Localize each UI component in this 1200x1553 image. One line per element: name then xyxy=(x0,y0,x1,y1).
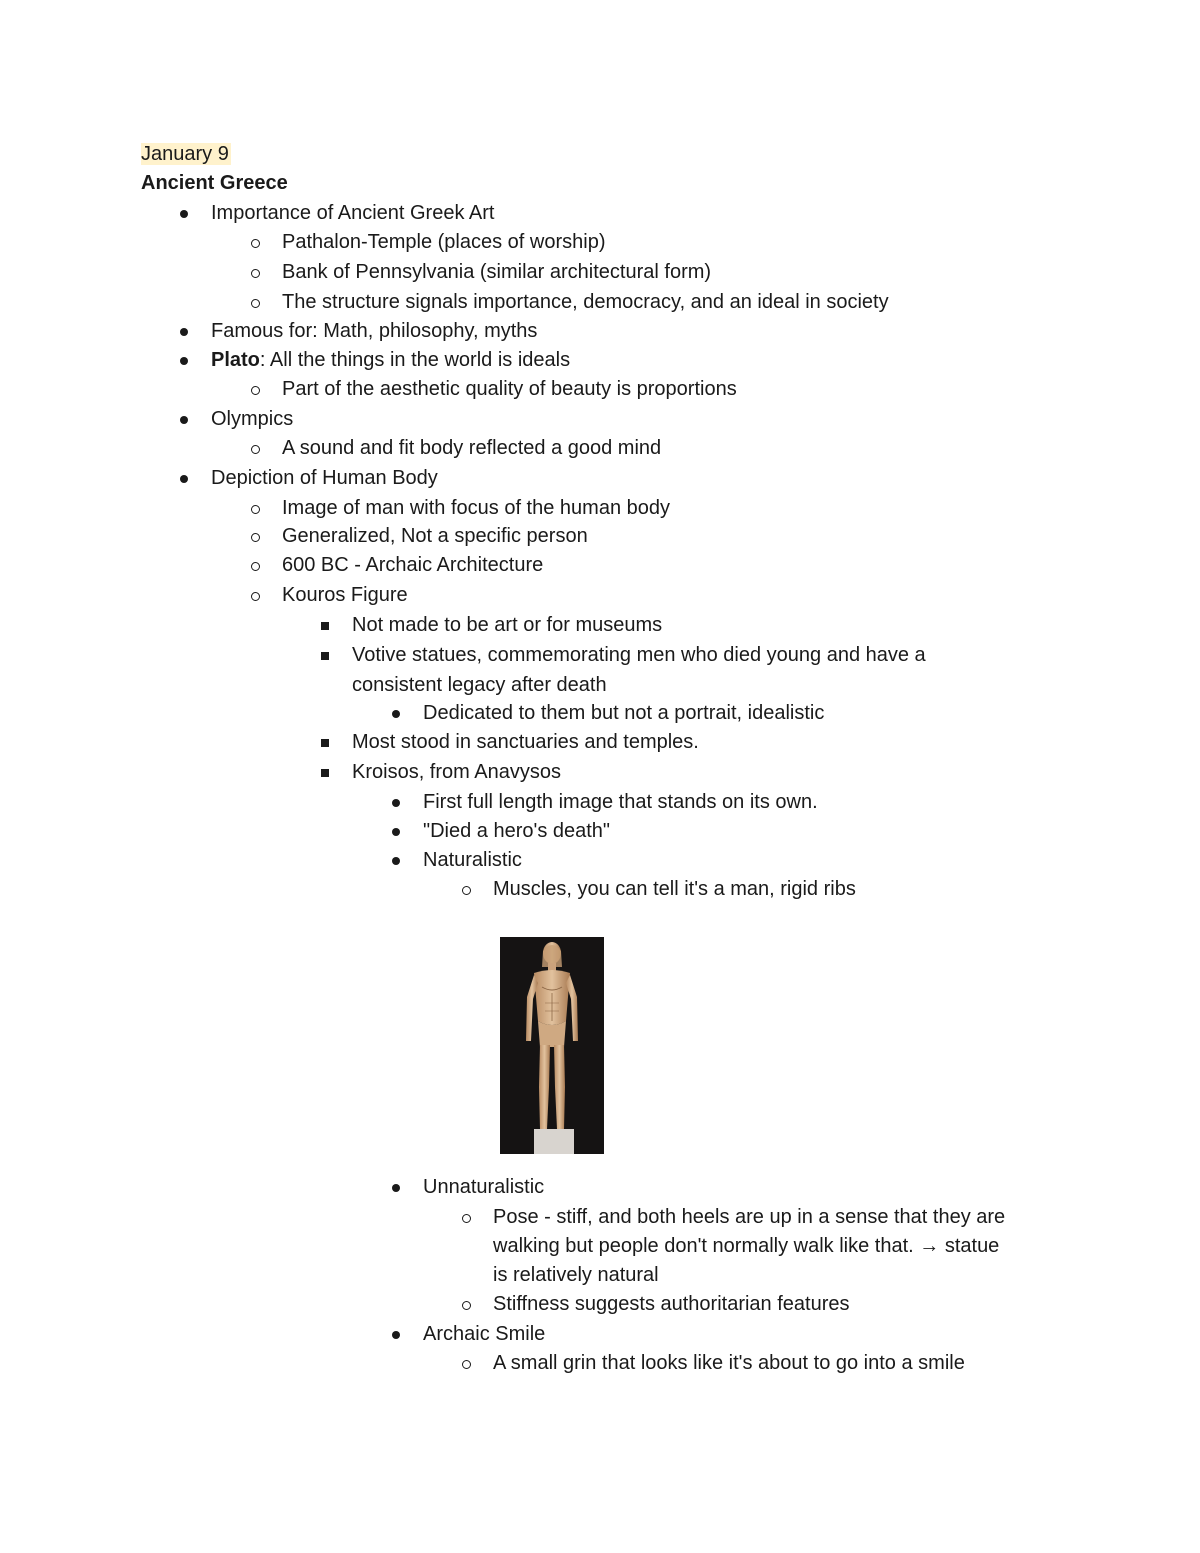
outline-item xyxy=(211,201,494,225)
outline-item xyxy=(423,1322,545,1346)
outline-item xyxy=(423,1175,544,1199)
outline-item-text: Bank of Pennsylvania (similar architectural form) xyxy=(282,261,712,283)
bullet-marker xyxy=(456,1205,476,1229)
outline-item-text: Dedicated to them but not a portrait, idealistic xyxy=(423,702,825,724)
bullet-marker xyxy=(386,1322,406,1346)
bullet-marker xyxy=(245,524,265,548)
kouros-statue-image xyxy=(500,937,604,1154)
outline-item-text: is relatively natural xyxy=(493,1264,659,1286)
outline-item xyxy=(352,613,662,637)
bullet-marker xyxy=(386,1175,406,1199)
outline-item xyxy=(282,230,606,254)
bullet-marker xyxy=(456,1351,476,1375)
outline-item xyxy=(352,643,926,667)
outline-item-text: A sound and fit body reflected a good mind xyxy=(282,437,662,459)
outline-item-text: Generalized, Not a specific person xyxy=(282,525,588,547)
outline-item-text: Image of man with focus of the human body xyxy=(282,497,670,519)
outline-item-text: Archaic Smile xyxy=(423,1323,546,1345)
bullet-marker xyxy=(174,407,194,431)
bullet-marker xyxy=(245,496,265,520)
bullet-marker xyxy=(315,760,335,784)
outline-item-text: Most stood in sanctuaries and temples. xyxy=(352,731,699,753)
outline-item xyxy=(493,1234,999,1258)
outline-item xyxy=(282,260,711,284)
bold-term: Plato xyxy=(211,349,260,371)
outline-item xyxy=(352,760,561,784)
outline-item xyxy=(282,290,889,314)
outline-item xyxy=(493,1292,850,1316)
outline-item-text: Stiffness suggests authoritarian features xyxy=(493,1293,850,1315)
bullet-marker xyxy=(315,643,335,667)
bullet-marker xyxy=(174,201,194,225)
outline-item-text: Unnaturalistic xyxy=(423,1176,545,1198)
bullet-marker xyxy=(245,377,265,401)
bullet-marker xyxy=(456,877,476,901)
outline-item-text: Depiction of Human Body xyxy=(211,467,438,489)
outline-item-text: 600 BC - Archaic Architecture xyxy=(282,554,544,576)
outline-item-text: Not made to be art or for museums xyxy=(352,614,663,636)
outline-item xyxy=(282,377,737,401)
date-text: January 9 xyxy=(141,143,229,165)
outline-item xyxy=(211,407,293,431)
outline-item-text: The structure signals importance, democracy, and an ideal in society xyxy=(282,291,889,313)
outline-item xyxy=(352,673,607,697)
outline-item xyxy=(493,1263,659,1287)
outline-item xyxy=(423,848,522,872)
bullet-marker xyxy=(386,790,406,814)
outline-item xyxy=(282,553,543,577)
bullet-marker xyxy=(245,583,265,607)
outline-item-text: Kroisos, from Anavysos xyxy=(352,761,561,783)
outline-item xyxy=(282,524,588,548)
bullet-marker xyxy=(245,260,265,284)
outline-item-text: Muscles, you can tell it's a man, rigid ribs xyxy=(493,878,856,900)
outline-item xyxy=(282,583,408,607)
bullet-marker xyxy=(456,1292,476,1316)
outline-item xyxy=(282,436,661,460)
outline-item-text: Votive statues, commemorating men who died young and have a xyxy=(352,644,926,666)
outline-item-text: Naturalistic xyxy=(423,849,522,871)
bullet-marker xyxy=(315,613,335,637)
note-date xyxy=(141,142,231,166)
bullet-marker xyxy=(245,436,265,460)
outline-item xyxy=(352,730,699,754)
outline-item-text: Pose - stiff, and both heels are up in a sense that they are xyxy=(493,1206,1006,1228)
outline-item xyxy=(211,319,537,343)
outline-item-text: : All the things in the world is ideals xyxy=(259,349,571,371)
outline-item xyxy=(211,466,438,490)
outline-item xyxy=(423,701,824,725)
outline-item-text: Part of the aesthetic quality of beauty is proportions xyxy=(282,378,737,400)
bullet-marker xyxy=(174,319,194,343)
outline-item-text: Importance of Ancient Greek Art xyxy=(211,202,495,224)
outline-item xyxy=(282,496,670,520)
outline-item-text: Kouros Figure xyxy=(282,584,408,606)
bullet-marker xyxy=(245,553,265,577)
outline-item-text: "Died a hero's death" xyxy=(423,820,611,842)
outline-item xyxy=(423,790,818,814)
bullet-marker xyxy=(386,848,406,872)
outline-item xyxy=(493,1205,1005,1229)
bullet-marker xyxy=(245,230,265,254)
bullet-marker xyxy=(174,466,194,490)
outline-item-text: Famous for: Math, philosophy, myths xyxy=(211,320,538,342)
bullet-marker xyxy=(315,730,335,754)
bullet-marker xyxy=(386,819,406,843)
outline-item-text: First full length image that stands on its own. xyxy=(423,791,818,813)
section-title: Ancient Greece xyxy=(141,172,288,194)
outline-item xyxy=(493,1351,965,1375)
outline-item-text: Pathalon-Temple (places of worship) xyxy=(282,231,606,253)
outline-item xyxy=(493,877,856,901)
outline-item-text: A small grin that looks like it's about to go into a smile xyxy=(493,1352,965,1374)
bullet-marker xyxy=(386,701,406,725)
bullet-marker xyxy=(245,290,265,314)
outline-item-text: consistent legacy after death xyxy=(352,674,607,696)
outline-item xyxy=(211,348,570,372)
outline-item-text: Olympics xyxy=(211,408,294,430)
outline-item-text: walking but people don't normally walk like that. → statue xyxy=(493,1235,1000,1257)
bullet-marker xyxy=(174,348,194,372)
outline-item xyxy=(423,819,610,843)
